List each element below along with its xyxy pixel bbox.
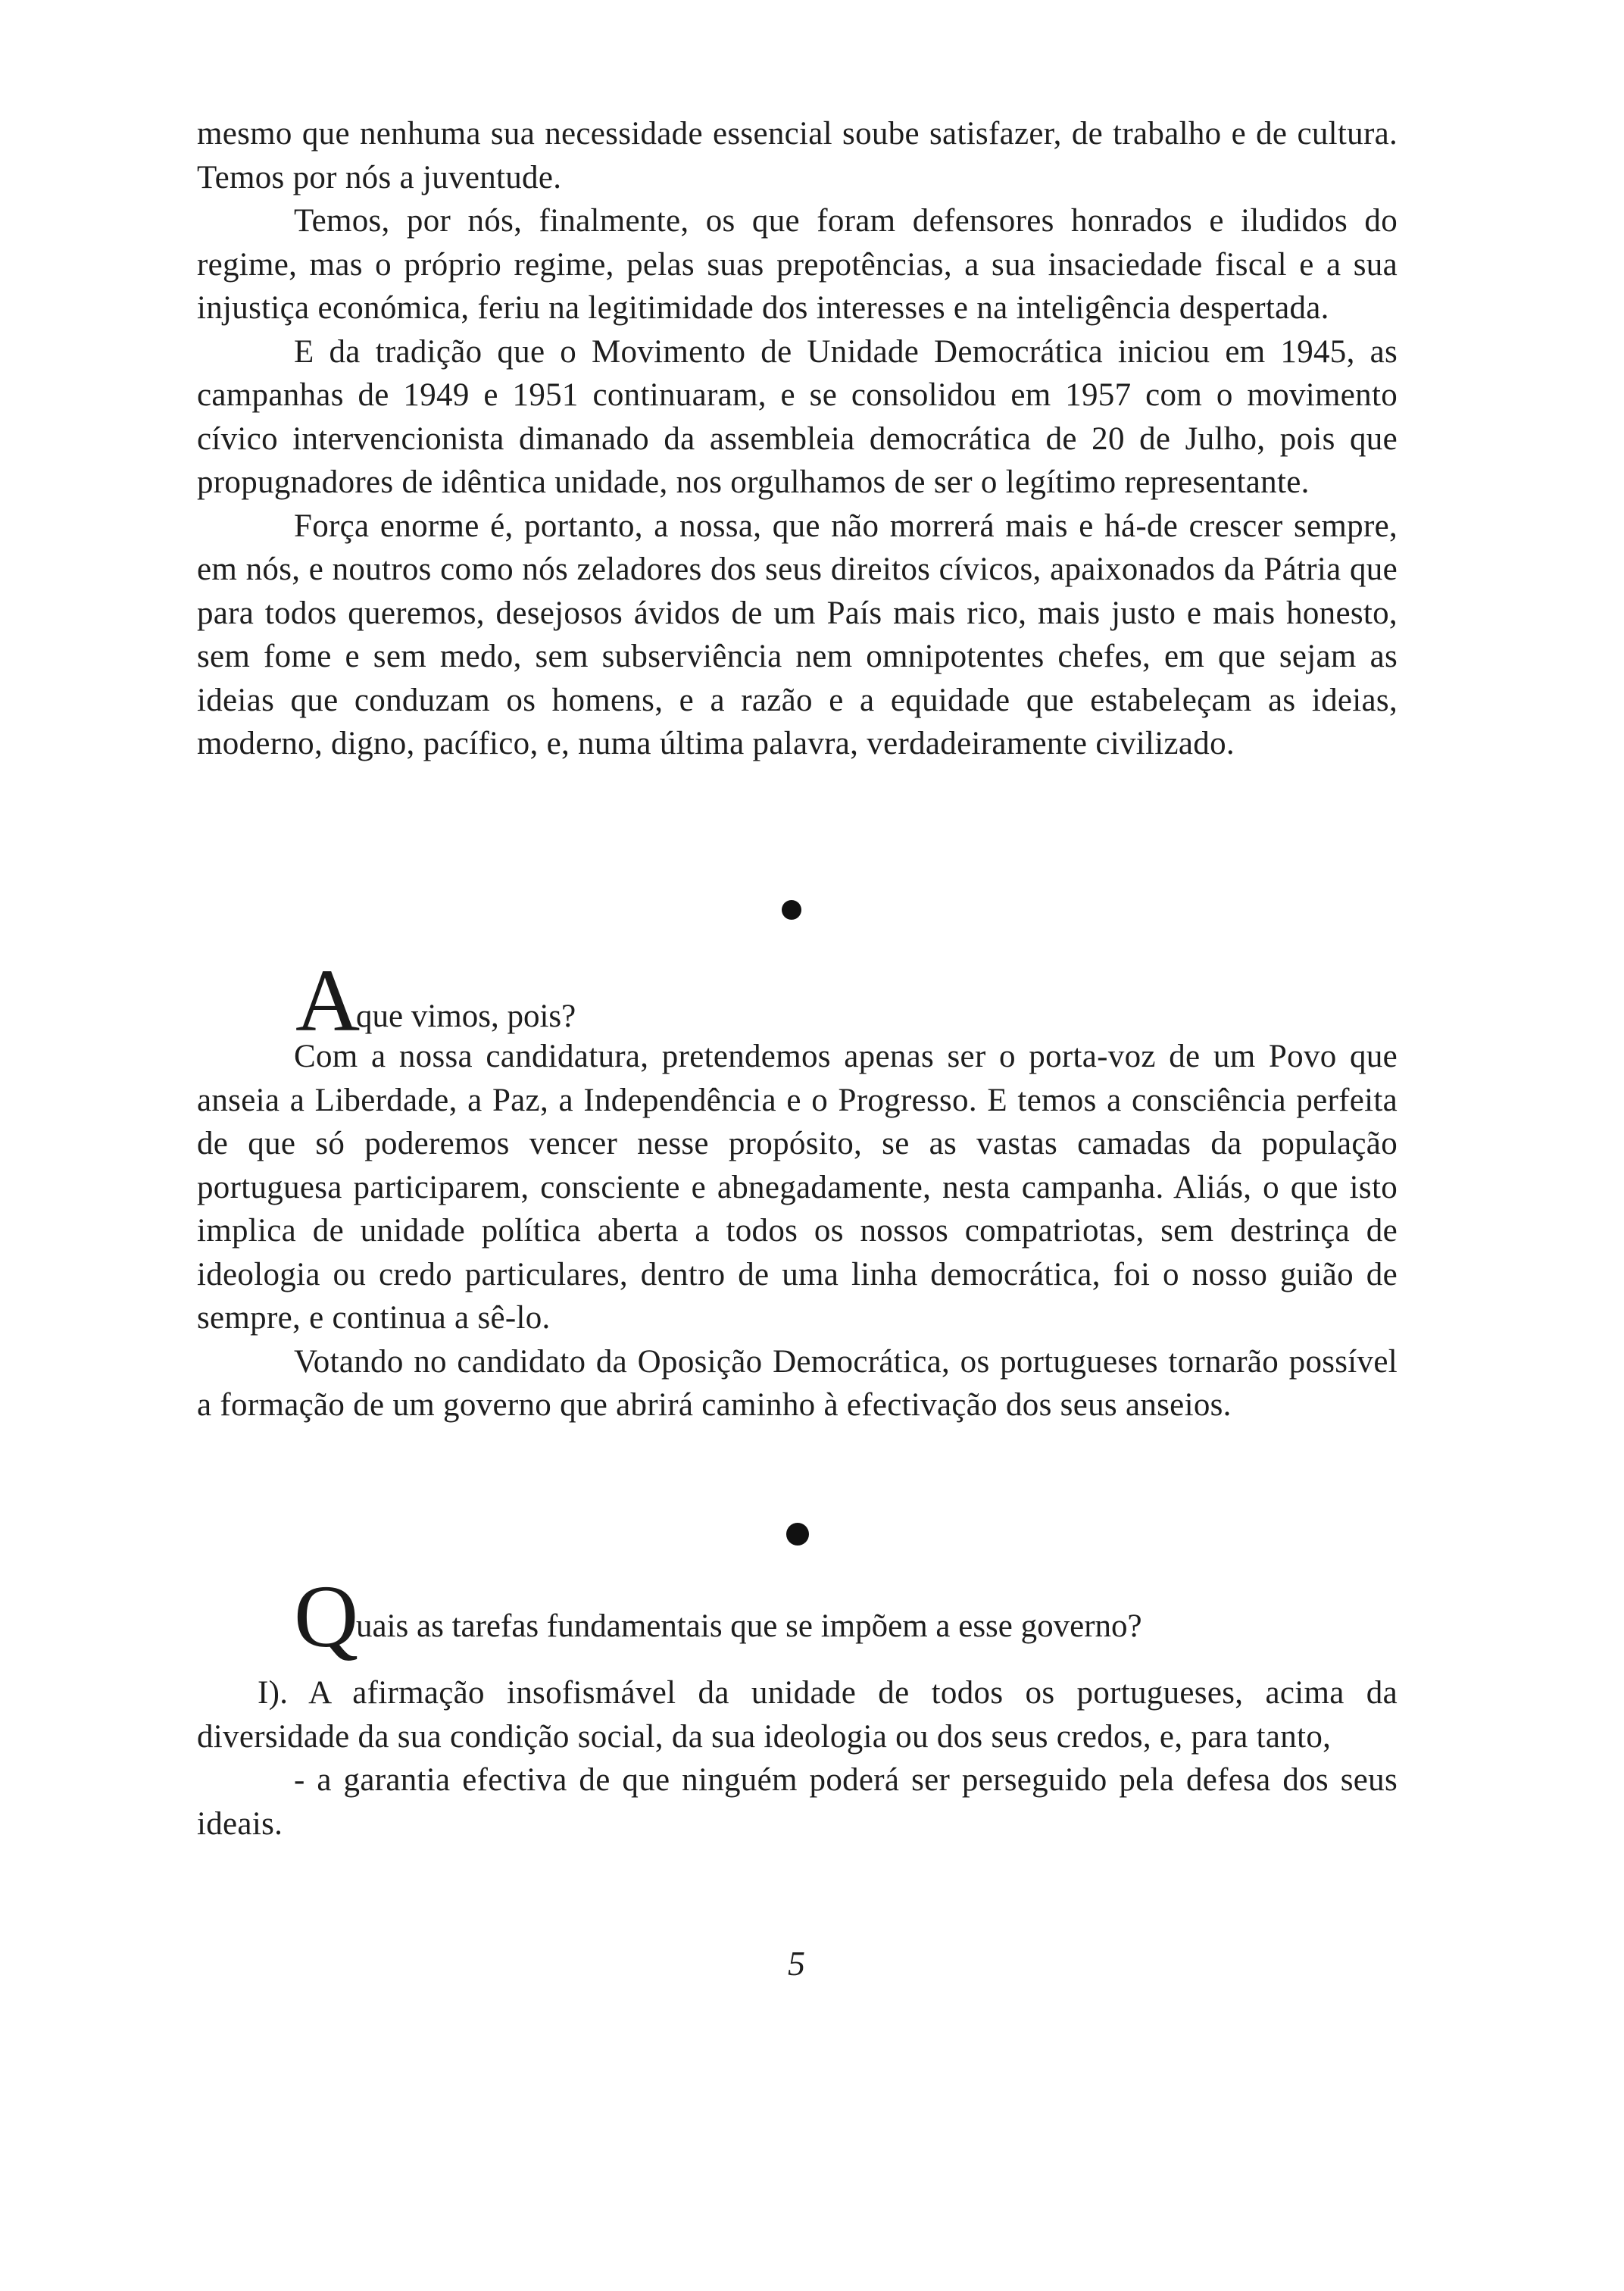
paragraph: E da tradição que o Movimento de Unidade Democrática iniciou em 1945, as campanhas de 1949 e 1951 continuaram, e se consolidou em 1957 com o movimento cívico intervencionista dimanado da assembleia democrática de 20 de Julho, pois que propugnadores de idêntica unidade, nos orgulhamos de ser o legítimo representante.: [197, 333, 1398, 500]
section-3-heading: uais as tarefas fundamentais que se impõem a esse governo?: [356, 1608, 1142, 1644]
drop-cap-Q: Q: [294, 1567, 359, 1666]
page-number: 5: [788, 1944, 805, 1983]
paragraph: mesmo que nenhuma sua necessidade essencial soube satisfazer, de trabalho e de cultura. Temos por nós a juventude.: [197, 116, 1398, 195]
section-separator-bullet: [786, 1523, 809, 1546]
list-item: I). A afirmação insofismável da unidade de todos os portugueses, acima da diversidade da sua condição social, da sua ideologia ou dos seus credos, e, para tanto,: [197, 1675, 1398, 1755]
section-2-text: [197, 1035, 1398, 1427]
section-separator-bullet: [782, 900, 801, 920]
section-1-text: [197, 112, 1398, 766]
drop-cap-A: A: [295, 951, 361, 1050]
section-2-heading: que vimos, pois?: [356, 999, 576, 1034]
paragraph: Temos, por nós, finalmente, os que foram defensores honrados e iludidos do regime, mas o próprio regime, pelas suas prepotências, a sua insaciedade fiscal e a sua injustiça económica, feriu na legitimidade dos interesses e na inteligência despertada.: [197, 203, 1398, 326]
paragraph: Votando no candidato da Oposição Democrática, os portugueses tornarão possível a formação de um governo que abrirá caminho à efectivação dos seus anseios.: [197, 1343, 1398, 1423]
paragraph: Com a nossa candidatura, pretendemos apenas ser o porta-voz de um Povo que anseia a Liberdade, a Paz, a Independência e o Progresso. E temos a consciência perfeita de que só poderemos vencer nesse propósito, se as vastas camadas da população portuguesa participarem, consciente e abnegadamente, nesta campanha. Aliás, o que isto implica de unidade política aberta a todos os nossos compatriotas, sem destrinça de ideologia ou credo particulares, dentro de uma linha democrática, foi o nosso guião de sempre, e continua a sê-lo.: [197, 1039, 1398, 1336]
section-3-text: [197, 1671, 1398, 1846]
list-subitem: - a garantia efectiva de que ninguém poderá ser perseguido pela defesa dos seus ideais.: [197, 1762, 1398, 1842]
paragraph: Força enorme é, portanto, a nossa, que não morrerá mais e há-de crescer sempre, em nós, e noutros como nós zeladores dos seus direitos cívicos, apaixonados da Pátria que para todos queremos, desejosos ávidos de um País mais rico, mais justo e mais honesto, sem fome e sem medo, sem subserviência nem omnipotentes chefes, em que sejam as ideias que conduzam os homens, e a razão e a equidade que estabeleçam as ideias, moderno, digno, pacífico, e, numa última palavra, verdadeiramente civilizado.: [197, 508, 1398, 761]
